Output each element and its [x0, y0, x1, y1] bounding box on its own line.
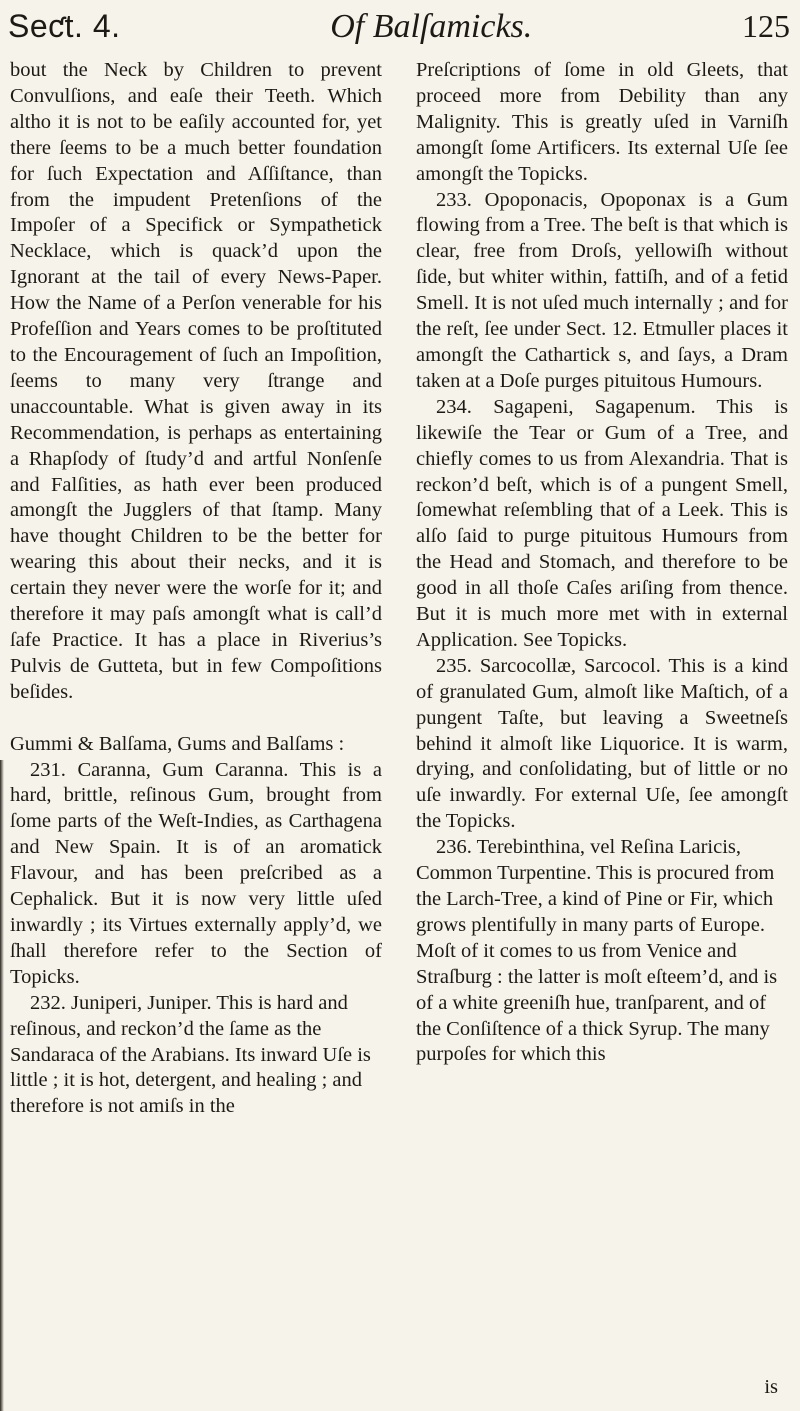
right-column [416, 58, 788, 1068]
left-column [10, 58, 382, 1120]
entry-236-terebinthina: 236. Terebinthina, vel Reſina Laricis, Common Turpentine. This is procured from the Larch-Tree, a kind of Pine or Fir, which grows plentifully in many parts of Europe. Moſt of it comes to us from Venice and Straſburg : the latter is moſt eſteem’d, and is of a white greeniſh hue, tranſparent, and of the Conſiſtence of a thick Syrup. The many purpoſes for which this [416, 836, 778, 1066]
running-title: Of Balſamicks. [330, 8, 533, 45]
entry-232-juniperi: 232. Juniperi, Juniper. This is hard and reſinous, and reckon’d the ſame as the Sandaraca of the Arabians. Its inward Uſe is little ; it is hot, detergent, and healing ; and therefore is not amiſs in the [10, 991, 371, 1118]
entry-235-sarcocollae: 235. Sarcocollæ, Sarcocol. This is a kind of granulated Gum, almoſt like Maſtich, of a pungent Taſte, but leaving a Sweetneſs behind it almoſt like Liquorice. It is warm, drying, and conſolidating, but of little or no uſe inwardly. For external Uſe, ſee amongſt the Topicks. [416, 654, 788, 833]
section-heading: Gummi & Balſama, Gums and Balſams : [10, 732, 345, 755]
page-number: 125 [741, 8, 790, 44]
section-label: Seƈt. 4. [8, 8, 121, 44]
entry-234-sagapeni: 234. Sagapeni, Sagapenum. This is likewiſe the Tear or Gum of a Tree, and chiefly comes to us from Alexandria. That is reckon’d beſt, which is of a pungent Smell, ſomewhat reſembling that of a Leek. This is alſo ſaid to purge pituitous Humours from the Head and Stomach, and therefore to be good in all thoſe Caſes ariſing from thence. But it is much more met with in external Application. See Topicks. [416, 395, 788, 651]
running-header [8, 8, 790, 56]
binding-shadow [0, 760, 4, 1411]
entry-231-caranna: 231. Caranna, Gum Caranna. This is a hard, brittle, reſinous Gum, brought from ſome parts of the Weſt-Indies, as Carthagena and New Spain. It is of an aromatick Flavour, and has been preſcribed as a Cephalick. But it is now very little uſed inwardly ; its Virtues externally apply’d, we ſhall therefore refer to the Section of Topicks. [10, 758, 382, 988]
catchword: is [764, 1376, 778, 1398]
entry-233-opoponacis: 233. Opoponacis, Opoponax is a Gum flowing from a Tree. The beſt is that which is clear, free from Droſs, yellowiſh without ſide, but whiter within, fattiſh, and of a fetid Smell. It is not uſed much internally ; and for the reſt, ſee under Sect. 12. Etmuller places it amongſt the Cathartick s, and ſays, a Dram taken at a Doſe purges pituitous Humours. [416, 188, 788, 392]
paragraph: bout the Neck by Children to prevent Convulſions, and eaſe their Teeth. Which altho it is not to be eaſily accounted for, yet there ſeems to be a much better foundation for ſuch Expectation and Aſſiſtance, than from the impudent Pretenſions of the Impoſer of a Specifick or Sympathetick Necklace, which is quack’d upon the Ignorant at the tail of every News-Paper. How the Name of a Perſon venerable for his Profeſſion and Years comes to be proſtituted to the Encouragement of ſuch an Impoſition, ſeems to many very ſtrange and unaccountable. What is given away in its Recommendation, is perhaps as entertaining a Rhapſody of ſtudy’d and artful Nonſenſe and Falſities, as hath ever been produced amongſt the Jugglers of that ſtamp. Many have thought Children to be the better for wearing this about their necks, and it is certain they never were the worſe for it; and therefore it may paſs amongſt what is call’d ſafe Practice. It has a place in Riverius’s Pulvis de Gutteta, but in few Compoſitions beſides. [10, 59, 382, 703]
paragraph: Preſcriptions of ſome in old Gleets, that proceed more from Debility than any Malignity. This is greatly uſed in Varniſh amongſt ſome Artificers. Its external Uſe ſee amongſt the Topicks. [416, 59, 788, 185]
